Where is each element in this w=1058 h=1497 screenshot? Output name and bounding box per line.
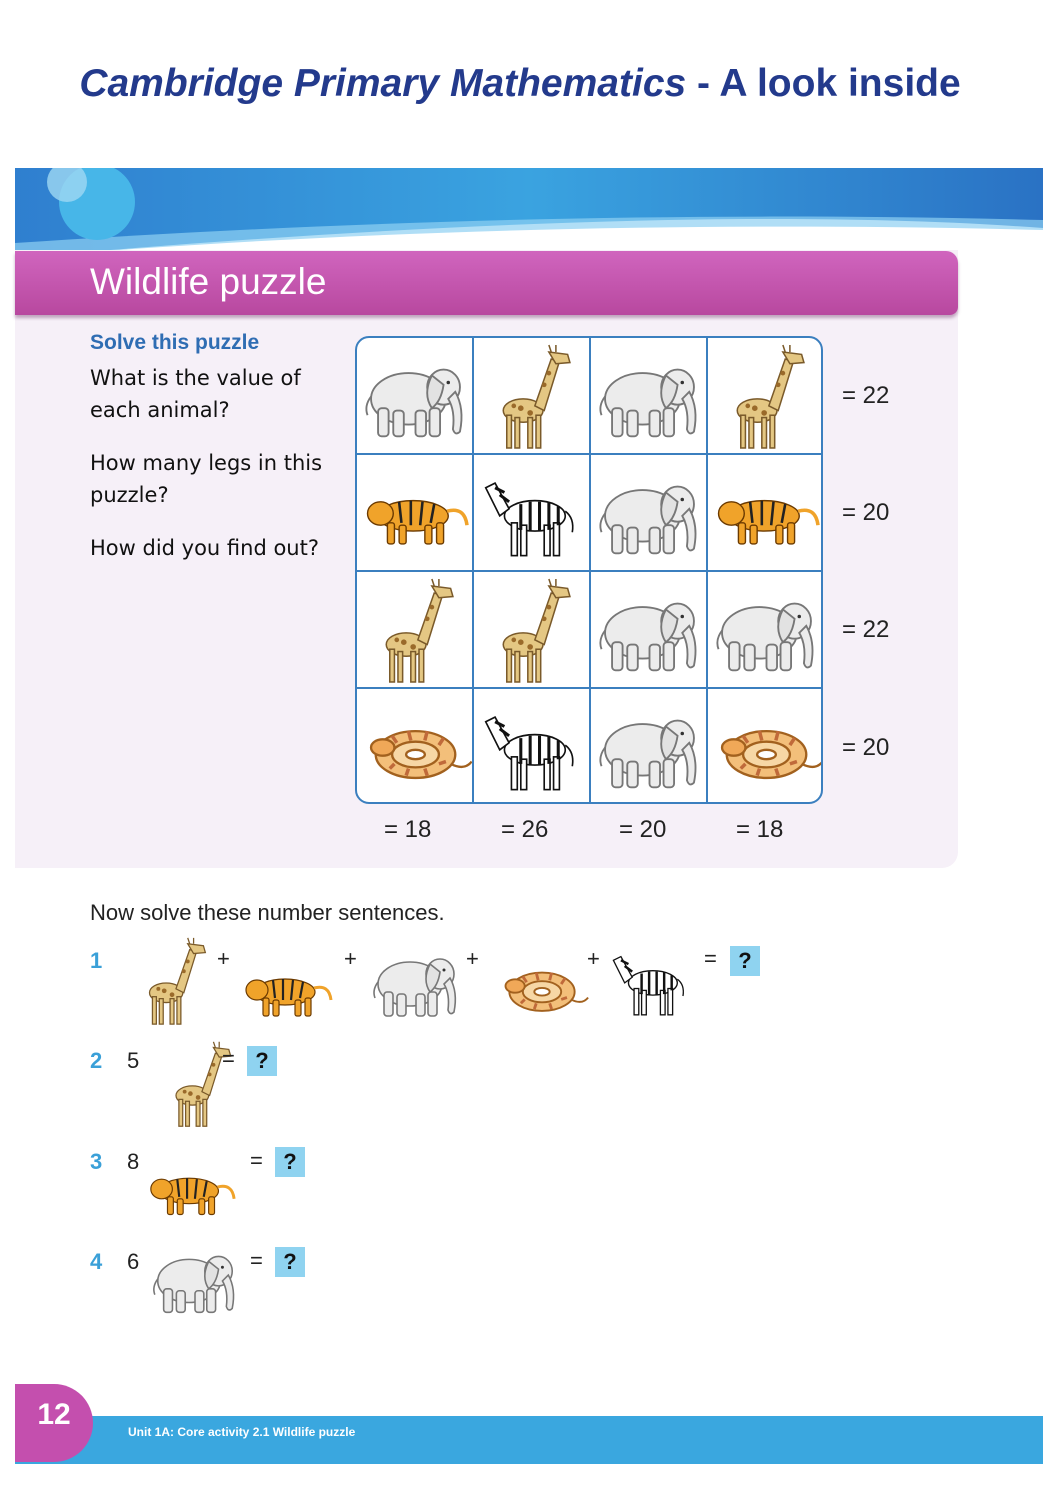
question-legs-line1: How many legs in this <box>90 451 323 475</box>
tiger-icon <box>357 455 474 572</box>
plus-sign: + <box>217 946 230 971</box>
col-sum-1: = 18 <box>384 816 432 843</box>
giraffe-icon <box>357 572 474 689</box>
elephant-icon <box>146 1230 244 1328</box>
elephant-icon <box>591 689 708 804</box>
multiplier-4: 6 <box>127 1249 140 1274</box>
zebra-icon <box>474 455 591 572</box>
animal-puzzle-grid <box>355 336 823 804</box>
answer-box-2[interactable]: ? <box>247 1046 277 1076</box>
multiplier-2: 5 <box>127 1048 140 1073</box>
col-sum-3: = 20 <box>619 816 667 843</box>
grid-line <box>357 570 823 572</box>
footer-bar <box>15 1416 1043 1464</box>
giraffe-icon <box>474 338 591 455</box>
question-value-line1: What is the value of <box>90 366 301 390</box>
section-title-bar <box>15 251 958 315</box>
snake-icon <box>494 938 590 1034</box>
question-legs-line2: puzzle? <box>90 483 169 507</box>
giraffe-icon <box>474 572 591 689</box>
snake-icon <box>357 689 474 804</box>
grid-line <box>357 687 823 689</box>
elephant-icon <box>708 572 823 689</box>
equals-sign: = <box>250 1248 263 1273</box>
equals-sign: = <box>250 1148 263 1173</box>
footer-caption: Unit 1A: Core activity 2.1 Wildlife puzzle <box>128 1425 356 1439</box>
question-value-line2: each animal? <box>90 398 230 422</box>
sentence-number-2: 2 <box>90 1048 103 1073</box>
section-title: Wildlife puzzle <box>90 261 327 302</box>
col-sum-4: = 18 <box>736 816 784 843</box>
col-sum-2: = 26 <box>501 816 549 843</box>
elephant-icon <box>591 338 708 455</box>
answer-box-4[interactable]: ? <box>275 1247 305 1277</box>
row-sum-1: = 22 <box>842 382 890 409</box>
elephant-icon <box>366 932 466 1032</box>
row-sum-2: = 20 <box>842 499 890 526</box>
elephant-icon <box>591 455 708 572</box>
sentence-number-1: 1 <box>90 948 103 973</box>
multiplier-3: 8 <box>127 1149 140 1174</box>
elephant-icon <box>591 572 708 689</box>
tiger-icon <box>237 940 337 1040</box>
header-title-italic: Cambridge Primary Mathematics <box>79 62 687 105</box>
sentences-instruction: Now solve these number sentences. <box>90 900 445 925</box>
giraffe-icon <box>708 338 823 455</box>
answer-box-3[interactable]: ? <box>275 1147 305 1177</box>
plus-sign: + <box>587 946 600 971</box>
question-method: How did you find out? <box>90 536 320 560</box>
plus-sign: + <box>344 946 357 971</box>
row-sum-4: = 20 <box>842 734 890 761</box>
decorative-banner <box>15 168 1043 258</box>
prompt-heading: Solve this puzzle <box>90 331 260 354</box>
sentence-number-3: 3 <box>90 1149 103 1174</box>
plus-sign: + <box>466 946 479 971</box>
equals-sign: = <box>222 1046 235 1071</box>
zebra-icon <box>474 689 591 804</box>
grid-line <box>357 453 823 455</box>
page-number: 12 <box>37 1398 71 1431</box>
header-title-rest: - A look inside <box>686 62 961 105</box>
zebra-icon <box>604 934 698 1028</box>
tiger-icon <box>708 455 823 572</box>
giraffe-icon <box>125 932 223 1030</box>
equals-sign: = <box>704 946 717 971</box>
sentence-number-4: 4 <box>90 1249 103 1274</box>
snake-icon <box>708 689 823 804</box>
page-header-title <box>0 62 1040 106</box>
elephant-icon <box>357 338 474 455</box>
row-sum-3: = 22 <box>842 616 890 643</box>
tiger-icon <box>142 1140 240 1238</box>
answer-box-1[interactable]: ? <box>730 946 760 976</box>
